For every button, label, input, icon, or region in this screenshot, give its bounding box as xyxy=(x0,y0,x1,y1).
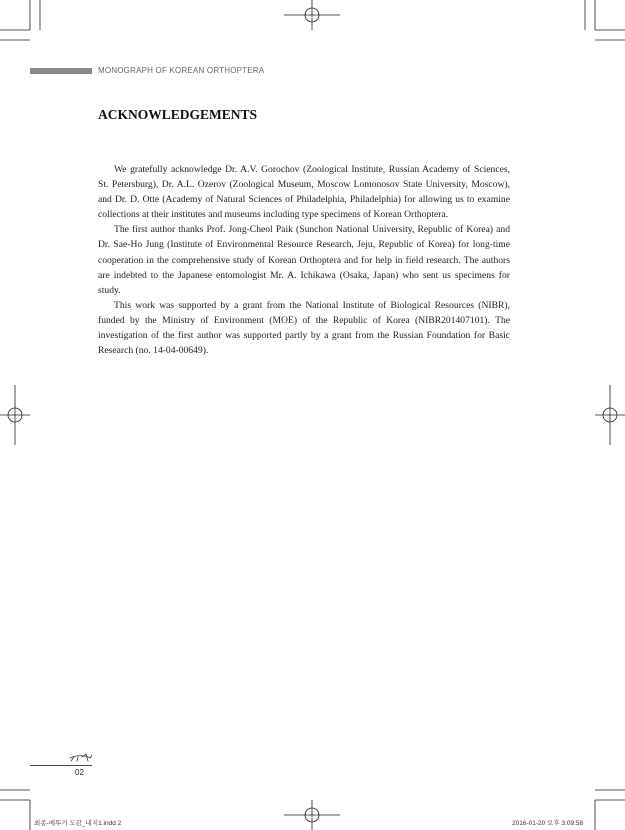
paragraph-2: The first author thanks Prof. Jong-Cheol Paik (Sunchon National University, Republic of Korea) and Dr. Sae-Ho Jung (Institute of Environmental Resource Research, Jeju, Republic of Korea) for long-time cooperation in the comprehensive study of Korean Orthoptera and for help in field research. The authors are indebted to the Japanese entomologist Mr. A. Ichikawa (Osaka, Japan) who sent us specimens for study. xyxy=(98,224,510,296)
paragraph-3: This work was supported by a grant from the National Institute of Biological Resources (NIBR), funded by the Ministry of Environment (MOE) of the Republic of Korea (NIBR201407101). The investigation of the first author was supported partly by a grant from the Russian Foundation for Basic Research (no. 14-04-00649). xyxy=(98,299,510,357)
page-number: 02 xyxy=(75,768,84,777)
print-slug-filename: 최종-메뚜기 도감_내지1.indd 2 xyxy=(34,820,122,827)
print-slug-timestamp: 2016-01-20 오후 3:09:58 xyxy=(512,820,584,827)
folio-rule xyxy=(30,765,92,766)
paragraph-1: We gratefully acknowledge Dr. A.V. Gorochov (Zoological Institute, Russian Academy of Sciences, St. Petersburg), Dr. A.L. Ozerov (Zoological Museum, Moscow Lomonosov State University, Moscow), and Dr. D. Otte (Academy of Natural Sciences of Philadelphia, Philadelphia) for allowing us to examine collections at their institutes and museums including type specimens of Korean Orthoptera. xyxy=(98,164,510,221)
header-accent-bar xyxy=(30,68,92,74)
acknowledgements-body xyxy=(98,162,510,358)
running-head: MONOGRAPH OF KOREAN ORTHOPTERA xyxy=(98,66,265,75)
section-title: ACKNOWLEDGEMENTS xyxy=(98,107,258,122)
grasshopper-icon xyxy=(68,752,92,762)
